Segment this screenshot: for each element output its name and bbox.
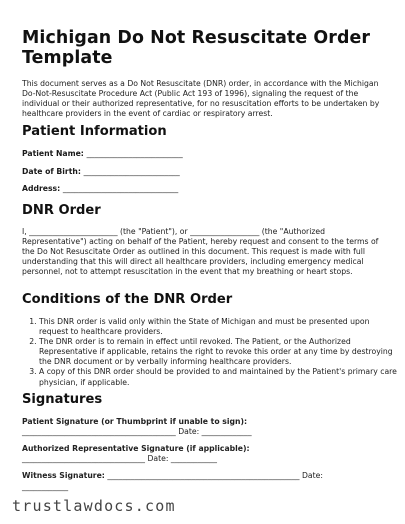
- witness-signature-line[interactable]: __________________________________________________ Date:: [104, 471, 323, 480]
- dob-field: [22, 167, 180, 177]
- witness-signature-label: Witness Signature:: [22, 471, 105, 480]
- address-field: [22, 184, 178, 194]
- dnr-order-body: I, _______________________ (the "Patient"), or __________________ (the "Authorized Representative") acting on behalf of the Patient, hereby request and consent to the terms of the Do Not Resuscitate Order as outlined in this document. This request is made with full understanding that this will direct all healthcare providers, including emergency medical personnel, not to attempt resuscitation in the event that my breathing or heart stops.: [22, 227, 379, 277]
- condition-item: 3. A copy of this DNR order should be provided to and maintained by the Patient's primary care physician, if applicable.: [39, 367, 401, 387]
- intro-paragraph: This document serves as a Do Not Resuscitate (DNR) order, in accordance with the Michigan Do-Not-Resuscitate Procedure Act (Public Act 193 of 1996), signaling the request of the individual or their authorized representative, for no resuscitation efforts to be undertaken by healthcare providers in the event of cardiac or respiratory arrest.: [22, 79, 380, 119]
- condition-item: 1. This DNR order is valid only within the State of Michigan and must be presented upon request to healthcare providers.: [39, 317, 401, 337]
- patient-signature-label: Patient Signature (or Thumbprint if unable to sign):: [22, 417, 248, 426]
- patient-name-field: [22, 149, 183, 159]
- patient-name-blank[interactable]: _________________________: [86, 149, 183, 158]
- conditions-heading: Conditions of the DNR Order: [22, 292, 233, 307]
- condition-item: 2. The DNR order is to remain in effect until revoked. The Patient, or the Authorized Representative if applicable, retains the right to revoke this order at any time by destroying the DNR document or by verbally informing healthcare providers.: [39, 337, 401, 367]
- patient-info-heading: Patient Information: [22, 124, 167, 139]
- title-line-1: Michigan Do Not Resuscitate Order: [22, 28, 371, 48]
- dnr-order-heading: DNR Order: [22, 203, 101, 218]
- document-page: [22, 28, 397, 491]
- address-blank[interactable]: ______________________________: [62, 184, 179, 193]
- conditions-list: [22, 317, 401, 388]
- rep-signature-label: Authorized Representative Signature (if applicable):: [22, 444, 250, 453]
- signatures-heading: Signatures: [22, 392, 103, 407]
- dob-blank[interactable]: _________________________: [83, 167, 180, 176]
- address-label: Address:: [22, 184, 61, 193]
- rep-signature-line[interactable]: ________________________________ Date: ____________: [22, 454, 217, 463]
- dob-label: Date of Birth:: [22, 167, 81, 176]
- witness-date-line[interactable]: ____________: [22, 482, 69, 491]
- document-title: [22, 28, 384, 68]
- footer-watermark: trustlawdocs.com: [12, 497, 176, 515]
- title-line-2: Template: [22, 48, 113, 68]
- patient-signature-line[interactable]: ________________________________________ Date: _____________: [22, 427, 252, 436]
- patient-name-label: Patient Name:: [22, 149, 84, 158]
- witness-signature-row: [22, 471, 384, 481]
